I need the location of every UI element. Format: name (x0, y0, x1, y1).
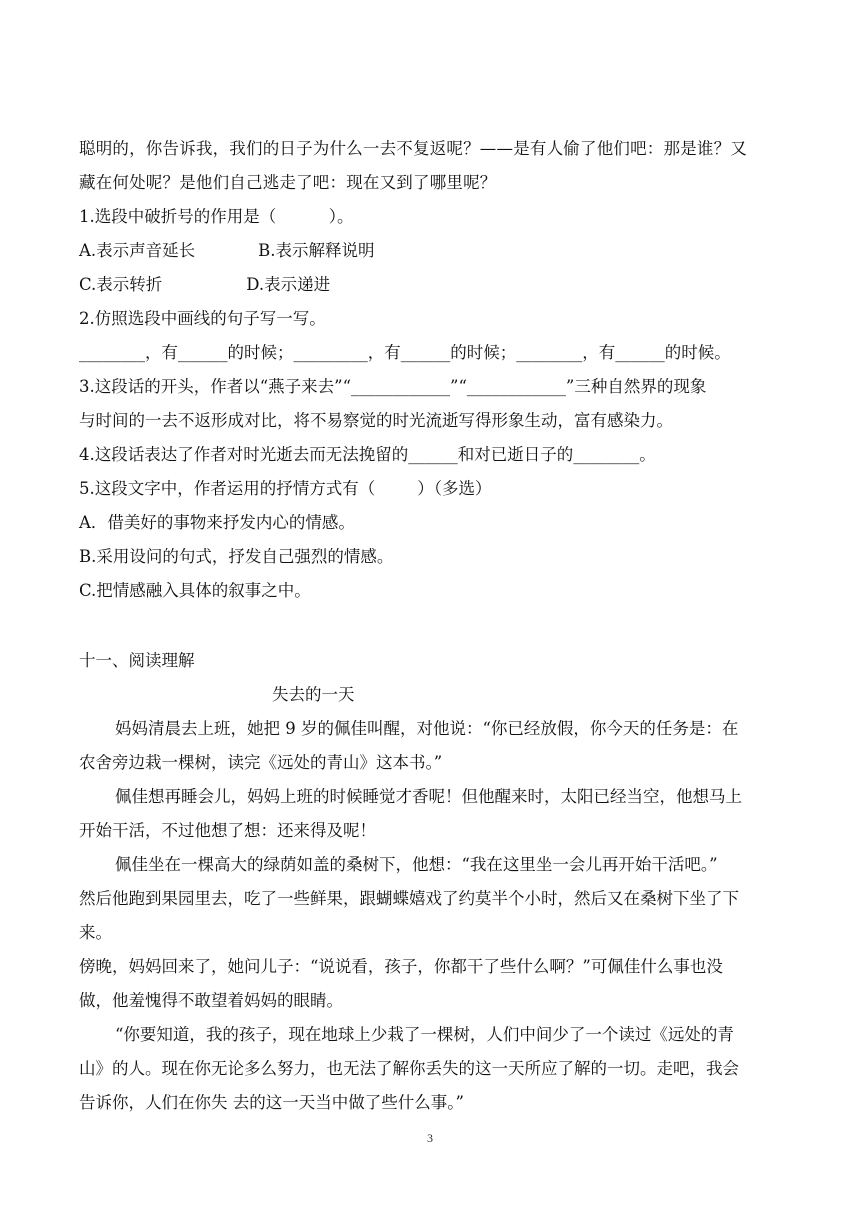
question-1: 1.选段中破折号的作用是（ ）。 (79, 207, 354, 226)
question-5-option-b: B.采用设问的句式，抒发自己强烈的情感。 (79, 547, 394, 566)
question-5-option-a: A．借美好的事物来抒发内心的情感。 (79, 513, 355, 532)
paragraph-5-line-1: “你要知道，我的孩子，现在地球上少栽了一棵树，人们中间少了一个读过《远处的青 (115, 1025, 734, 1044)
question-5: 5.这段文字中，作者运用的抒情方式有（ ）（多选） (79, 479, 492, 498)
question-3-line-1: 3.这段话的开头，作者以“燕子来去”“____________”“____________”三种自然界的现象 (79, 377, 707, 396)
story-title: 失去的一天 (272, 685, 355, 704)
paragraph-4-line-1: 傍晚，妈妈回来了，她问儿子：“说说看，孩子，你都干了些什么啊？”可佩佳什么事也没 (79, 957, 723, 976)
question-5-option-c: C.把情感融入具体的叙事之中。 (79, 581, 311, 600)
question-2: 2.仿照选段中画线的句子写一写。 (79, 309, 326, 328)
question-4: 4.这段话表达了作者对时光逝去而无法挽留的______和对已逝日子的________。 (79, 445, 656, 464)
paragraph-5-line-3: 告诉你，人们在你失 去的这一天当中做了些什么事。” (79, 1093, 464, 1112)
question-1-options-cd: C.表示转折 D.表示递进 (79, 275, 331, 294)
paragraph-3-line-2: 然后他跑到果园里去，吃了一些鲜果，跟蝴蝶嬉戏了约莫半个小时，然后又在桑树下坐了下 (79, 889, 739, 908)
paragraph-4-line-2: 做，他羞愧得不敢望着妈妈的眼睛。 (79, 991, 343, 1010)
page-number: 3 (427, 1131, 433, 1145)
paragraph-5-line-2: 山》的人。现在你无论多么努力，也无法了解你丢失的这一天所应了解的一切。走吧，我会 (79, 1059, 739, 1078)
question-3-line-2: 与时间的一去不返形成对比，将不易察觉的时光流逝写得形象生动，富有感染力。 (79, 411, 673, 430)
paragraph-3-line-3: 来。 (79, 923, 112, 942)
passage-line-1: 聪明的，你告诉我，我们的日子为什么一去不复返呢？——是有人偷了他们吧：那是谁？又 (79, 139, 747, 158)
question-1-options-ab: A.表示声音延长 B.表示解释说明 (79, 241, 375, 260)
paragraph-2-line-1: 佩佳想再睡会儿，妈妈上班的时候睡觉才香呢！但他醒来时，太阳已经当空，他想马上 (115, 787, 742, 806)
paragraph-1-line-1: 妈妈清晨去上班，她把 9 岁的佩佳叫醒，对他说：“你已经放假，你今天的任务是：在 (115, 719, 739, 738)
question-2-blanks: ________，有______的时候；_________，有______的时候；________，有______的时候。 (79, 343, 731, 362)
paragraph-3-line-1: 佩佳坐在一棵高大的绿荫如盖的桑树下，他想：“我在这里坐一会儿再开始干活吧。” (115, 855, 718, 874)
paragraph-2-line-2: 开始干活，不过他想了想：还来得及呢！ (79, 821, 376, 840)
passage-line-2: 藏在何处呢？是他们自己逃走了吧：现在又到了哪里呢？ (79, 173, 497, 192)
paragraph-1-line-2: 农舍旁边栽一棵树，读完《远处的青山》这本书。” (79, 753, 443, 772)
section-heading: 十一、阅读理解 (79, 651, 195, 670)
